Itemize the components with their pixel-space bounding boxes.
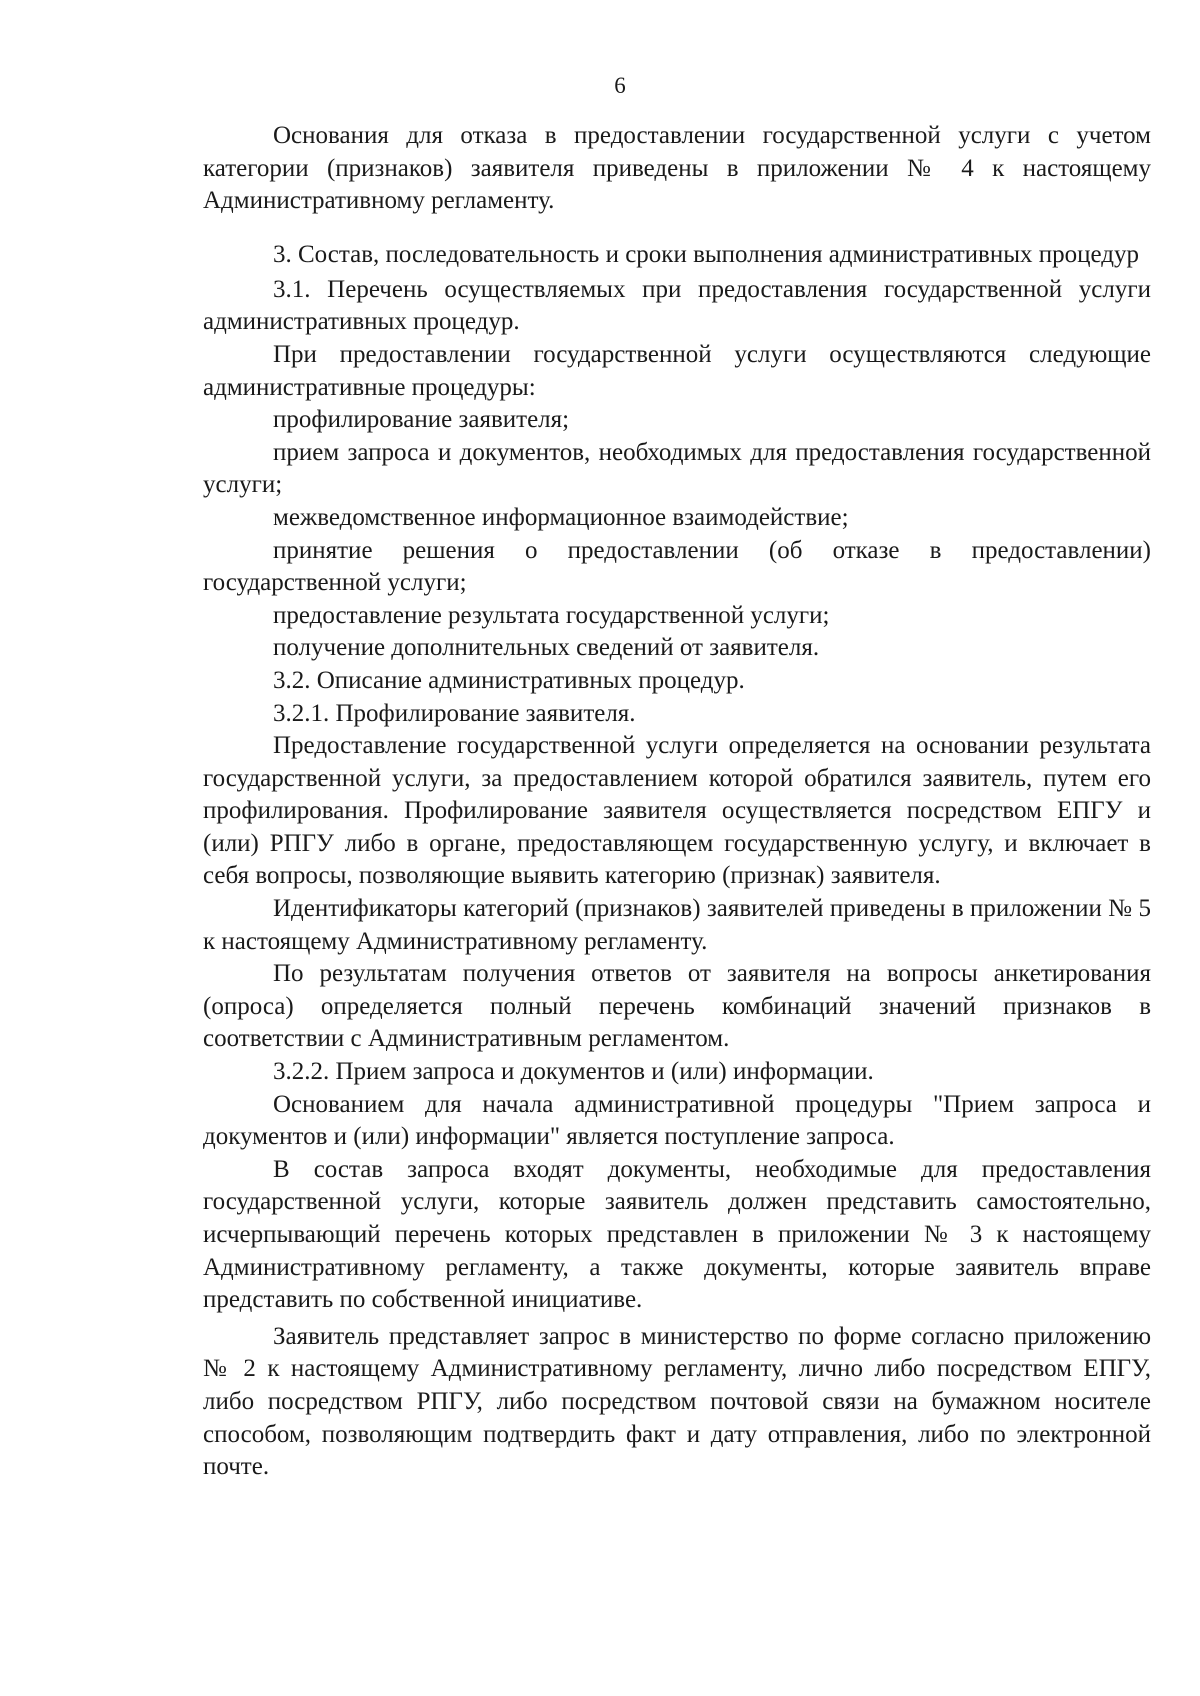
paragraph-survey-results: По результатам получения ответов от заявителя на вопросы анкетирования (опроса) определяется полный перечень комбинаций значений признаков в соответствии с Административным регламентом.	[203, 960, 1151, 1053]
list-item-profiling: профилирование заявителя;	[273, 406, 570, 434]
paragraph-request-contents: В состав запроса входят документы, необходимые для предоставления государственной услуги, которые заявитель должен представить самостоятельно, исчерпывающий перечень которых представлен в приложении № 3 к настоящему Административному регламенту, а также документы, которые заявитель вправе представить по собственной инициативе.	[203, 1155, 1151, 1314]
paragraph-3-1: 3.1. Перечень осуществляемых при предоставления государственной услуги административных процедур.	[203, 275, 1151, 336]
list-item-decision: принятие решения о предоставлении (об отказе в предоставлении) государственной услуги;	[203, 536, 1151, 597]
paragraph-procedures-intro: При предоставлении государственной услуги осуществляются следующие административные процедуры:	[203, 340, 1151, 401]
paragraph-submission-methods: Заявитель представляет запрос в министерство по форме согласно приложению № 2 к настоящему Административному регламенту, лично либо посредством ЕПГУ, либо посредством РПГУ, либо посредством почтовой связи на бумажном носителе способом, позволяющим подтвердить факт и дату отправления, либо по электронной почте.	[203, 1322, 1151, 1481]
paragraph-3-2: 3.2. Описание административных процедур.	[273, 666, 745, 694]
paragraph-profiling-description: Предоставление государственной услуги определяется на основании результата государственной услуги, за предоставлением которой обратился заявитель, путем его профилирования. Профилирование заявителя осуществляется посредством ЕПГУ и (или) РПГУ либо в органе, предоставляющем государственную услугу, и включает в себя вопросы, позволяющие выявить категорию (признак) заявителя.	[203, 732, 1151, 890]
paragraph-3-2-1: 3.2.1. Профилирование заявителя.	[273, 699, 636, 727]
document-body	[203, 120, 1151, 1484]
list-item-result: предоставление результата государственной услуги;	[273, 601, 830, 629]
section-heading-3: 3. Состав, последовательность и сроки выполнения административных процедур	[273, 240, 1140, 268]
list-item-additional-info: получение дополнительных сведений от заявителя.	[273, 634, 820, 662]
list-item-interagency: межведомственное информационное взаимодействие;	[273, 503, 849, 531]
paragraph-refusal-grounds: Основания для отказа в предоставлении государственной услуги с учетом категории (признаков) заявителя приведены в приложении № 4 к настоящему Административному регламенту.	[203, 122, 1151, 215]
page-number: 6	[614, 73, 626, 98]
paragraph-procedure-basis: Основанием для начала административной процедуры "Прием запроса и документов и (или) информации" является поступление запроса.	[203, 1090, 1151, 1151]
list-item-request-intake: прием запроса и документов, необходимых для предоставления государственной услуги;	[203, 438, 1151, 499]
paragraph-identifiers: Идентификаторы категорий (признаков) заявителей приведены в приложении № 5 к настоящему Административному регламенту.	[203, 895, 1151, 955]
paragraph-3-2-2: 3.2.2. Прием запроса и документов и (или) информации.	[273, 1058, 874, 1086]
